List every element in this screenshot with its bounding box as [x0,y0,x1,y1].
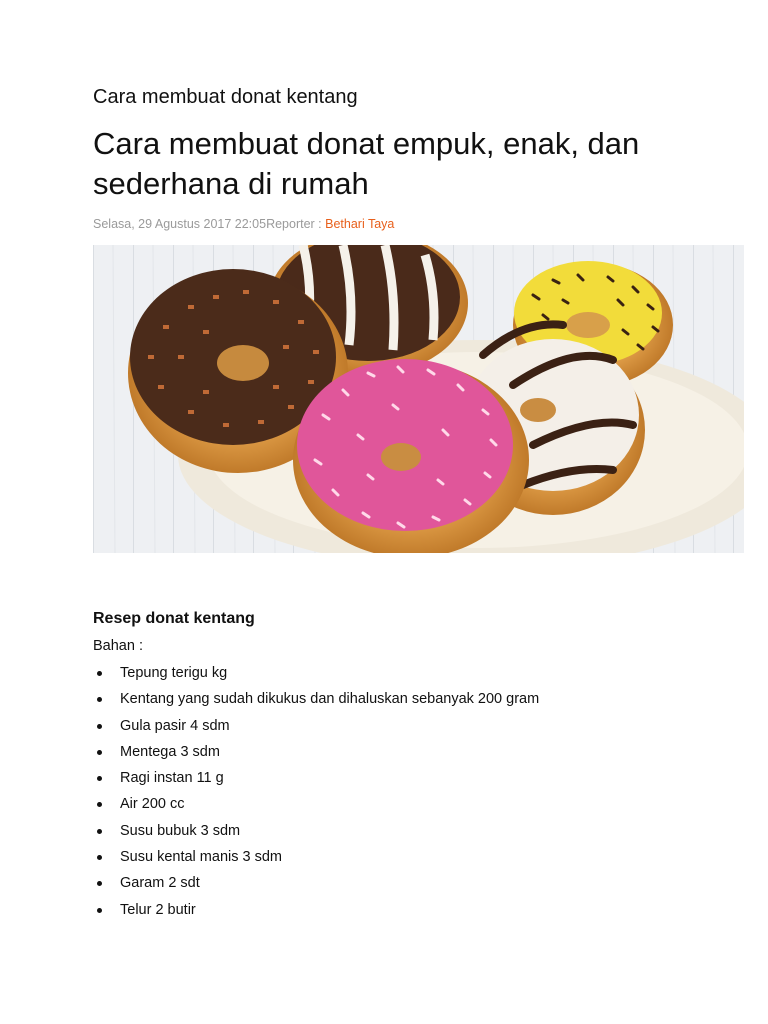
list-item [93,897,539,923]
ingredient-text: Telur 2 butir [120,901,196,918]
ingredient-text: Garam 2 sdt [120,875,200,892]
ingredient-text: Susu bubuk 3 sdm [120,822,241,839]
list-item [93,818,539,844]
bullet-icon [97,671,102,676]
bullet-icon [97,881,102,886]
bullet-icon [97,750,102,755]
donuts-illustration [93,245,744,553]
reporter-link[interactable]: Bethari Taya [325,217,395,231]
ingredient-text: Susu kental manis 3 sdm [120,849,282,866]
bullet-icon [97,855,102,860]
bullet-icon [97,724,102,729]
recipe-title: Resep donat kentang [93,610,255,627]
ingredient-text: Kentang yang sudah dikukus dan dihaluskan sebanyak 200 gram [120,691,540,708]
list-item [93,713,539,739]
list-item [93,791,539,817]
publish-date: Selasa, 29 Agustus 2017 22:05 [93,217,267,231]
ingredients-label: Bahan : [93,638,143,654]
article-headline: Cara membuat donat empuk, enak, dan sederhana di rumah [93,126,640,201]
bullet-icon [97,908,102,913]
list-item [93,765,539,791]
bullet-icon [97,697,102,702]
list-item [93,844,539,870]
ingredient-text: Ragi instan 11 g [120,770,224,787]
list-item [93,739,539,765]
list-item [93,870,539,896]
bullet-icon [97,776,102,781]
list-item [93,660,539,686]
ingredient-text: Air 200 cc [120,796,185,813]
ingredient-text: Gula pasir 4 sdm [120,717,230,734]
bullet-icon [97,802,102,807]
article-meta [93,217,394,231]
ingredient-text: Tepung terigu kg [120,665,228,681]
donuts-photo [93,245,744,553]
list-item [93,686,539,712]
ingredients-list [93,660,539,923]
reporter-label: Reporter : [266,217,326,231]
article-kicker: Cara membuat donat kentang [93,86,358,108]
bullet-icon [97,829,102,834]
ingredient-text: Mentega 3 sdm [120,743,220,760]
